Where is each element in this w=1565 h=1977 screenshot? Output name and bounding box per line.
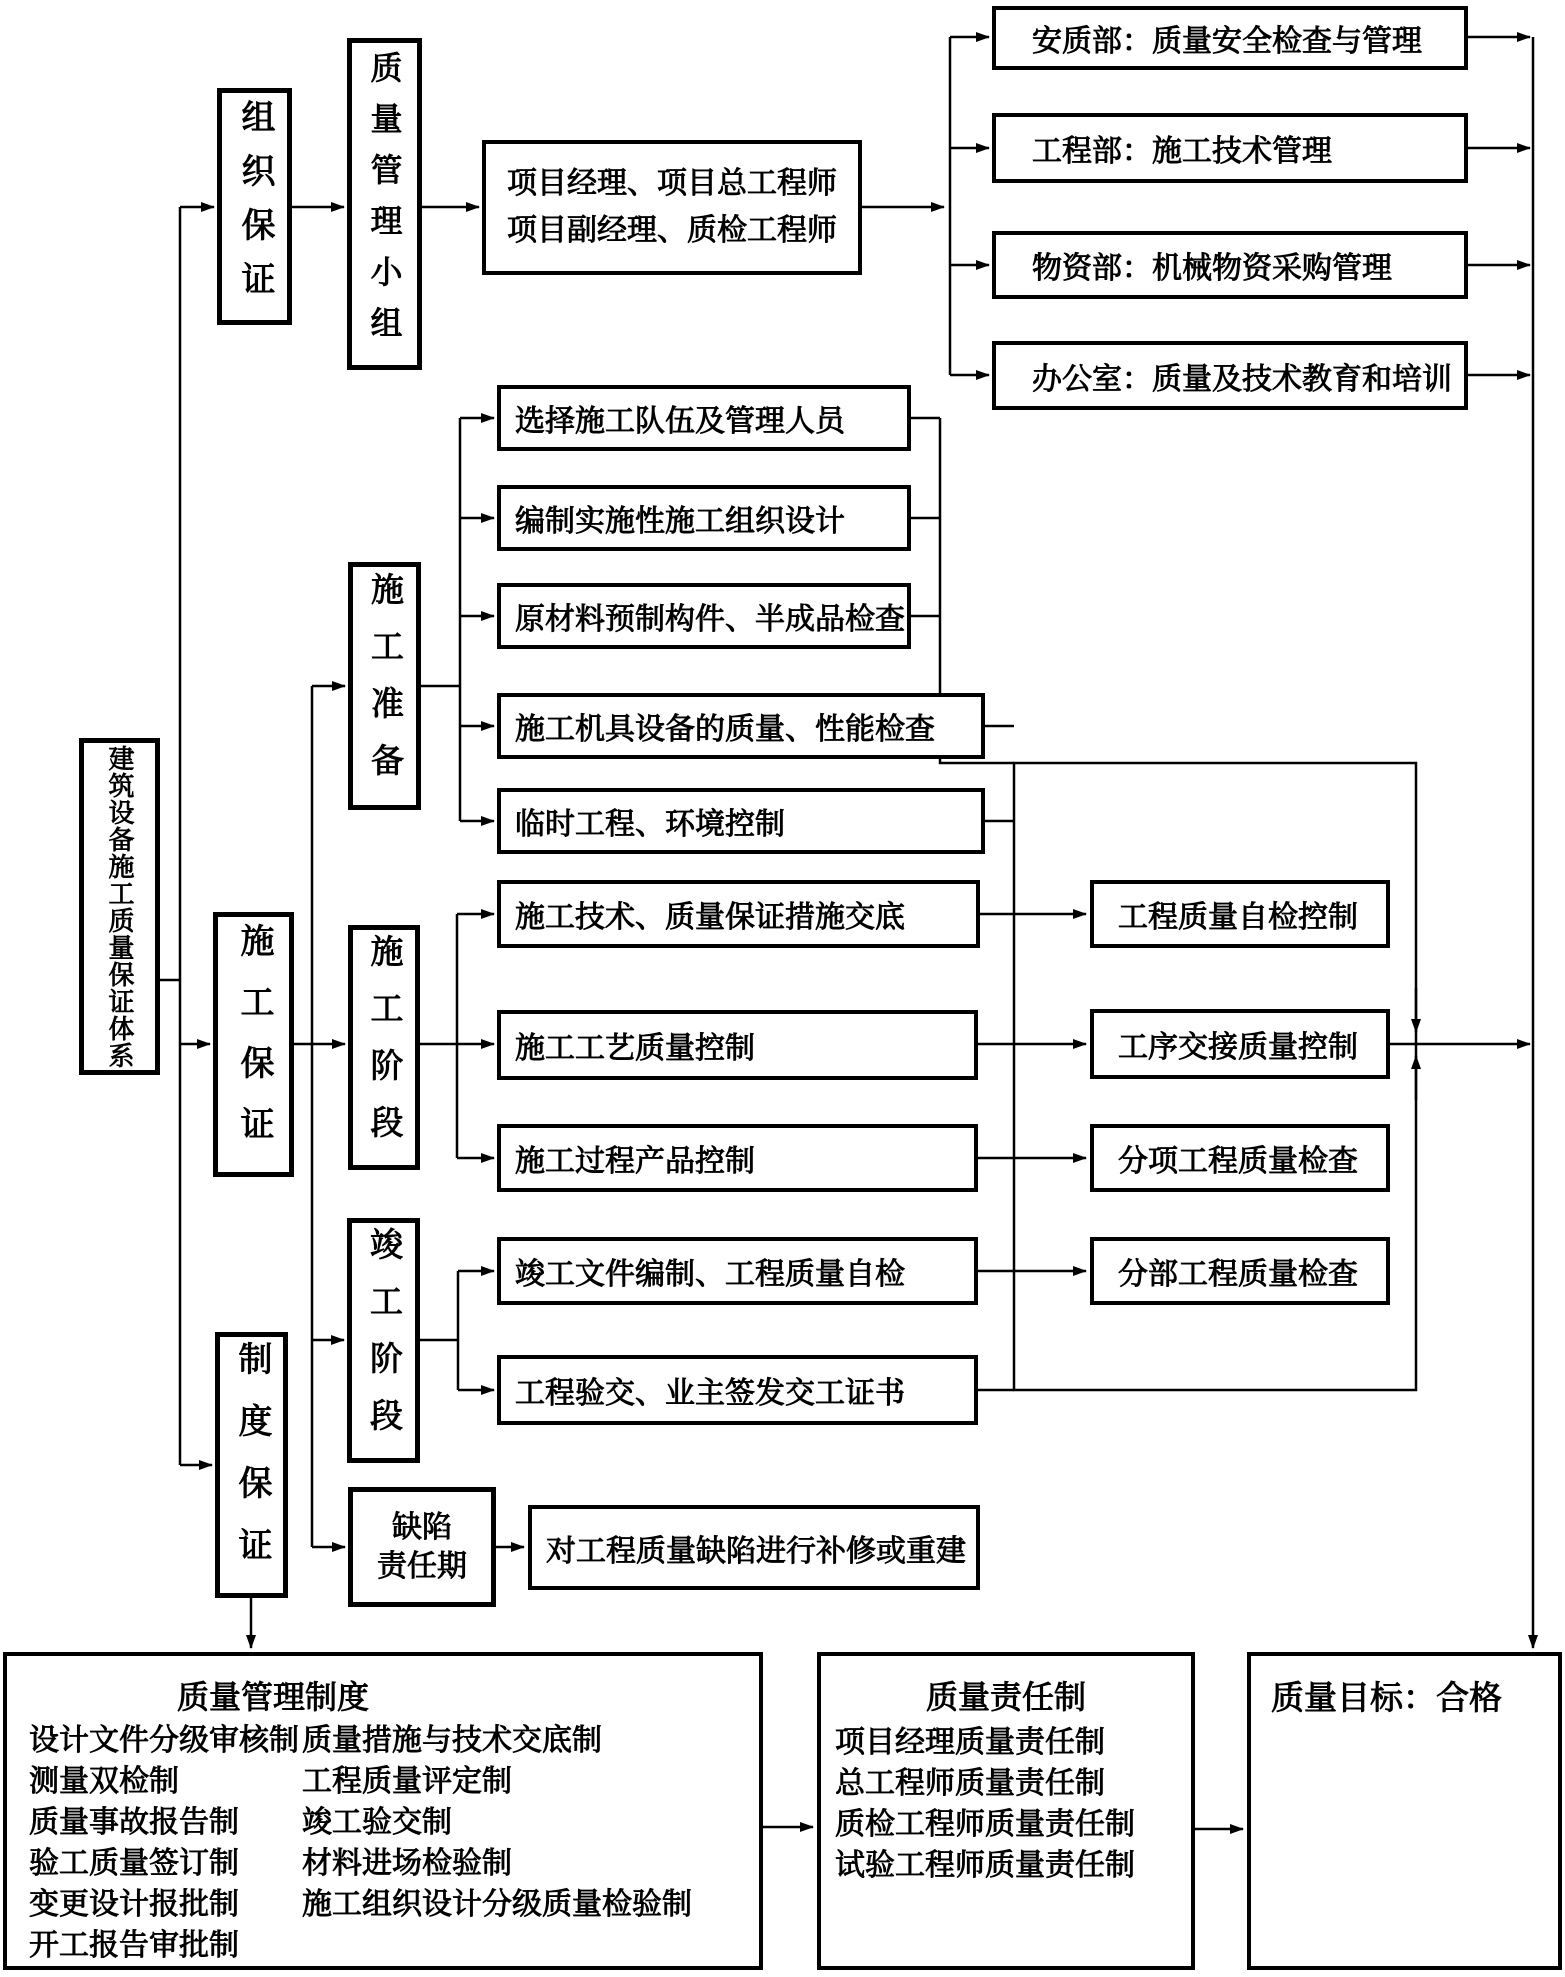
prep-item-1: 选择施工队伍及管理人员: [497, 385, 911, 451]
department-box-engineering: 工程部：施工技术管理: [992, 113, 1468, 183]
prep-item-5: 临时工程、环境控制: [497, 788, 985, 854]
defect-period-box: [348, 1487, 496, 1607]
completion-item-2: 工程验交、业主签发交工证书: [497, 1355, 978, 1425]
management-rule: 质量事故报告制: [29, 1806, 239, 1839]
project-leaders-line2: 项目副经理、质检工程师: [507, 213, 837, 247]
stage-item-1: 施工技术、质量保证措施交底: [497, 880, 980, 948]
stage-item-3: 施工过程产品控制: [497, 1124, 978, 1192]
management-rule: 竣工验交制: [302, 1806, 452, 1839]
organization-branch-box: 组织保证: [217, 88, 292, 325]
quality-team-box: 质量管理小组: [347, 38, 422, 370]
completion-item-1: 竣工文件编制、工程质量自检: [497, 1237, 978, 1305]
construction-branch-box: 施工保证: [213, 912, 294, 1177]
quality-management-system-panel: [3, 1652, 763, 1970]
management-rule: 变更设计报批制: [29, 1888, 239, 1921]
defect-action-box: 对工程质量缺陷进行补修或重建: [528, 1505, 980, 1590]
responsibility-rule: 总工程师质量责任制: [835, 1767, 1105, 1800]
project-leaders-box: [482, 140, 862, 275]
management-rule: 设计文件分级审核制: [29, 1724, 299, 1757]
quality-management-system-title: 质量管理制度: [177, 1679, 370, 1715]
responsibility-rule: 质检工程师质量责任制: [835, 1808, 1135, 1841]
responsibility-rule: 试验工程师质量责任制: [835, 1849, 1135, 1882]
management-rule: 测量双检制: [29, 1765, 179, 1798]
responsibility-rule: 项目经理质量责任制: [835, 1726, 1105, 1759]
completion-stage-box: 竣工阶段: [347, 1218, 420, 1463]
control-box-self-check: 工程质量自检控制: [1090, 880, 1390, 948]
management-rule: 质量措施与技术交底制: [302, 1724, 602, 1757]
department-box-materials: 物资部：机械物资采购管理: [992, 231, 1468, 299]
quality-target-panel: [1247, 1652, 1562, 1970]
quality-responsibility-title: 质量责任制: [925, 1679, 1086, 1715]
quality-responsibility-panel: [817, 1652, 1195, 1970]
prep-phase-box: 施工准备: [348, 562, 421, 810]
management-rule: 开工报告审批制: [29, 1929, 239, 1962]
management-rule: 验工质量签订制: [29, 1847, 239, 1880]
control-box-subitem: 分项工程质量检查: [1090, 1124, 1390, 1192]
quality-target-label: 质量目标：合格: [1271, 1681, 1502, 1717]
management-rule: 工程质量评定制: [302, 1765, 512, 1798]
construction-stage-box: 施工阶段: [348, 925, 420, 1170]
system-root-box: 建筑设备施工质量保证体系: [79, 738, 160, 1075]
management-rule: 材料进场检验制: [302, 1847, 512, 1880]
prep-item-3: 原材料预制构件、半成品检查: [497, 583, 911, 649]
control-box-subdivision: 分部工程质量检查: [1090, 1237, 1390, 1305]
department-box-safety: 安质部：质量安全检查与管理: [992, 6, 1468, 70]
control-box-handover: 工序交接质量控制: [1090, 1009, 1390, 1079]
defect-period-line2: 责任期: [377, 1550, 467, 1583]
prep-item-2: 编制实施性施工组织设计: [497, 485, 911, 551]
management-rule: 施工组织设计分级质量检验制: [302, 1888, 692, 1921]
prep-item-4: 施工机具设备的质量、性能检查: [497, 693, 985, 759]
defect-period-line1: 缺陷: [392, 1511, 452, 1544]
stage-item-2: 施工工艺质量控制: [497, 1010, 978, 1080]
project-leaders-line1: 项目经理、项目总工程师: [507, 167, 837, 200]
department-box-office: 办公室：质量及技术教育和培训: [992, 341, 1468, 410]
institution-branch-box: 制度保证: [215, 1332, 288, 1598]
